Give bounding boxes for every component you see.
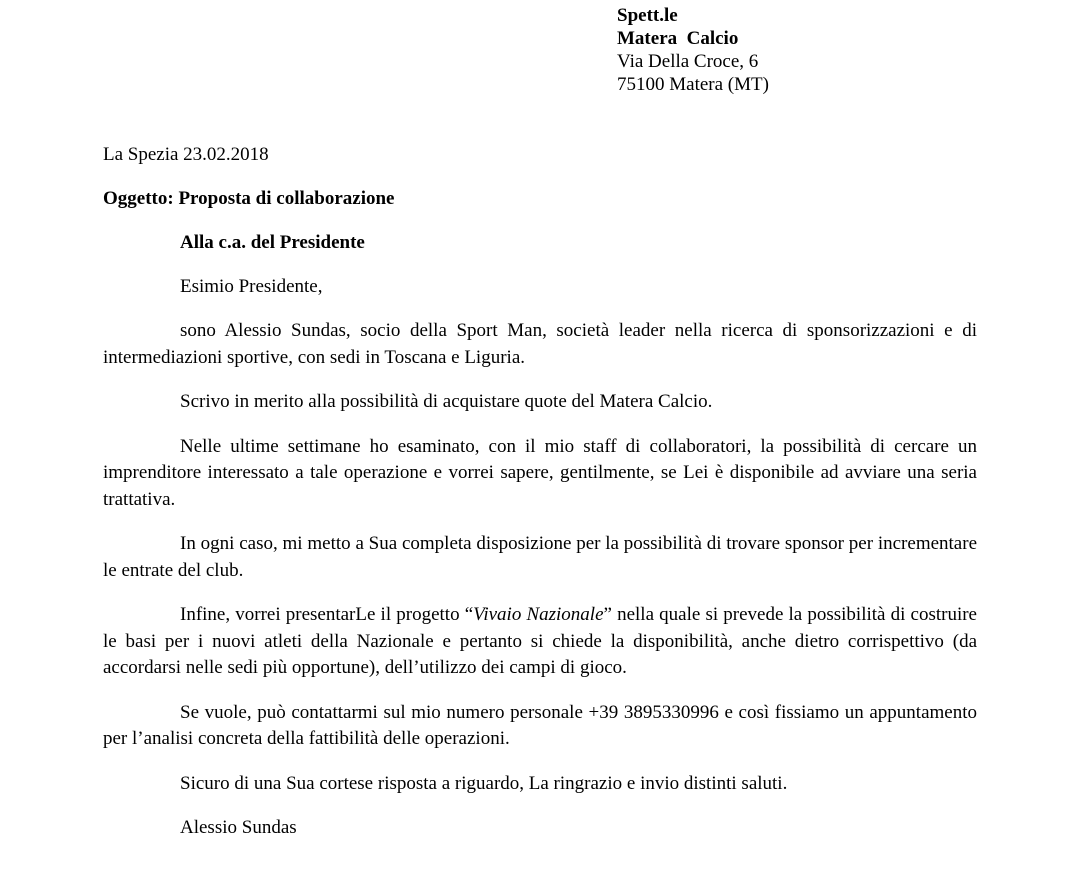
recipient-street: Via Della Croce, 6 — [617, 51, 759, 72]
recipient-city: 75100 Matera (MT) — [617, 74, 769, 95]
letter-body — [103, 142, 977, 841]
project-name: Vivaio Nazionale — [473, 604, 604, 625]
recipient-salutation-label: Spett.le — [617, 5, 678, 26]
paragraph-project-start: Infine, vorrei presentarLe il progetto “ — [180, 604, 474, 625]
letter-salutation: Esimio Presidente, — [180, 276, 323, 297]
letter-closing: Sicuro di una Sua cortese risposta a riguardo, La ringrazio e invio distinti saluti. — [180, 772, 788, 794]
paragraph-sponsorship: In ogni caso, mi metto a Sua completa disposizione per la possibilità di trovare sponsor per incrementare le entrate del club. — [103, 533, 977, 581]
letter-subject: Oggetto: Proposta di collaborazione — [103, 188, 395, 209]
paragraph-introduction: sono Alessio Sundas, socio della Sport Man, società leader nella ricerca di sponsorizzazioni e di intermediazioni sportive, con sedi in Toscana e Liguria. — [103, 320, 977, 368]
paragraph-project — [103, 602, 977, 682]
paragraph-project-end: ” nella quale si prevede la possibilità di costruire le basi per i nuovi atleti della Nazionale e pertanto si chiede la disponibilità, anche dietro corrispettivo (da accordarsi nelle sedi più opportune), dell’utilizzo dei campi di gioco. — [103, 604, 977, 678]
recipient-address-block — [617, 4, 769, 96]
paragraph-research: Nelle ultime settimane ho esaminato, con il mio staff di collaboratori, la possibilità di cercare un imprenditore interessato a tale operazione e vorrei sapere, gentilmente, se Lei è disponibile ad avviare una seria trattativa. — [103, 435, 977, 510]
paragraph-purpose: Scrivo in merito alla possibilità di acquistare quote del Matera Calcio. — [180, 391, 713, 412]
paragraph-contact: Se vuole, può contattarmi sul mio numero personale +39 3895330996 e così fissiamo un appuntamento per l’analisi concreta della fattibilità delle operazioni. — [103, 701, 977, 749]
letter-attention: Alla c.a. del Presidente — [180, 232, 365, 253]
letter-date: La Spezia 23.02.2018 — [103, 144, 269, 165]
recipient-name: Matera Calcio — [617, 28, 739, 49]
letter-signature: Alessio Sundas — [180, 816, 297, 838]
